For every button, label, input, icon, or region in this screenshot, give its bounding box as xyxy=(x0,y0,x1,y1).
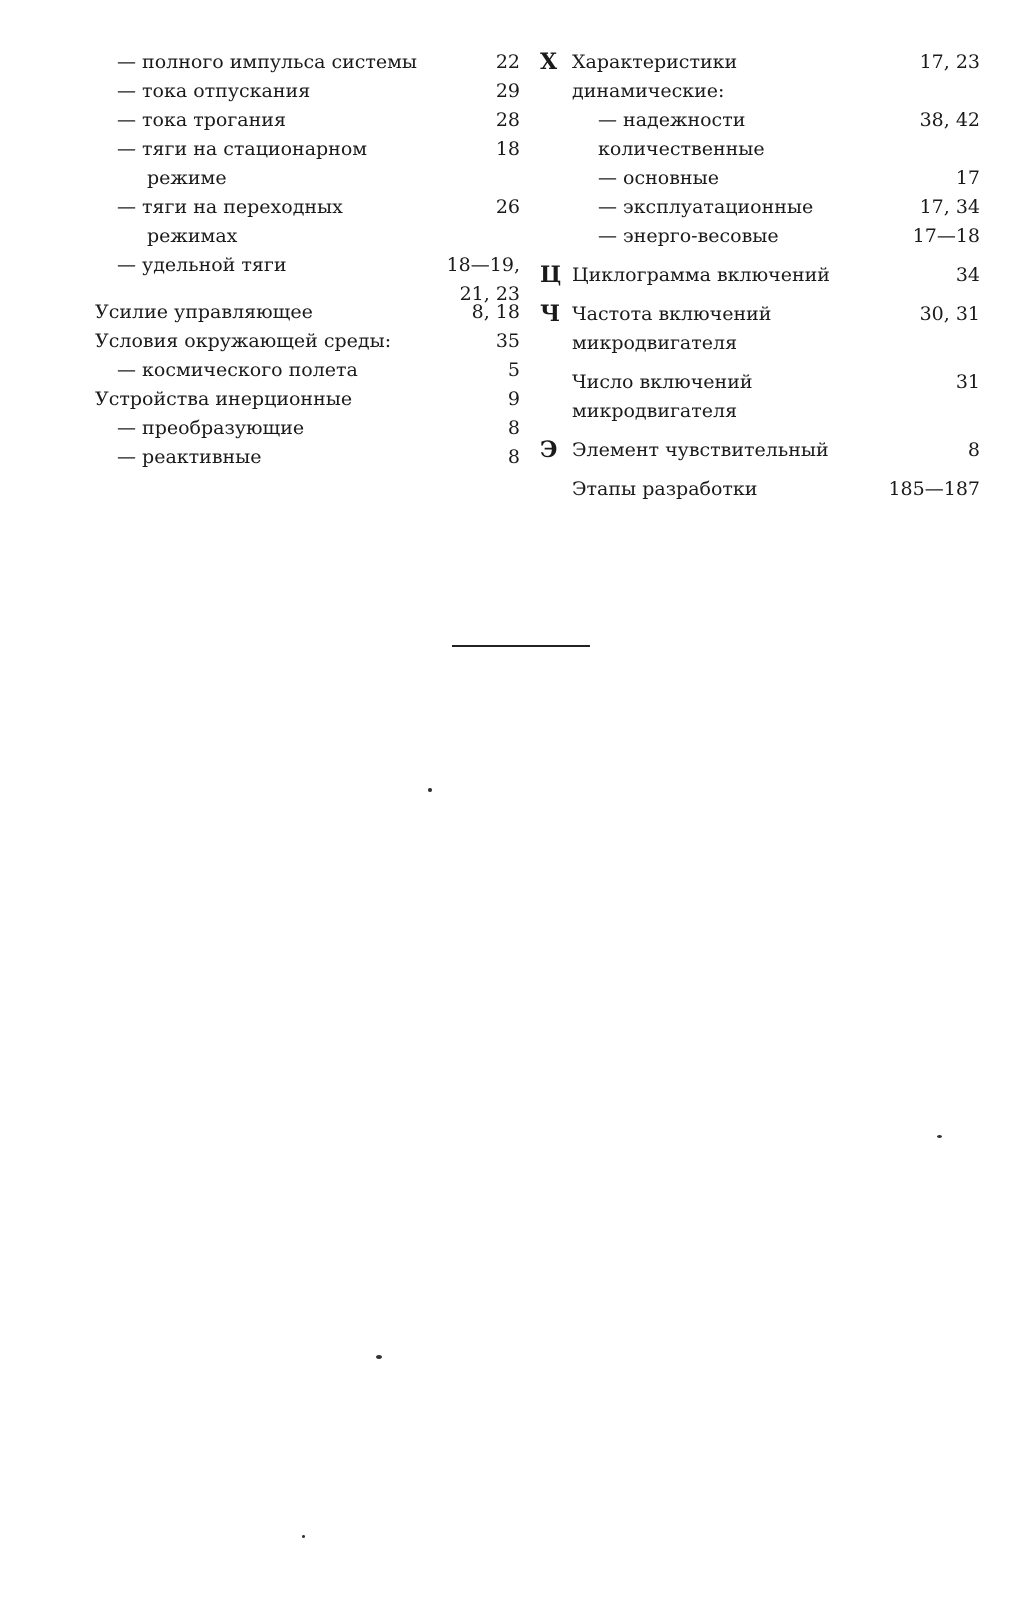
section-letter: Э xyxy=(540,437,558,463)
index-page-numbers: 185—187 xyxy=(888,478,980,500)
index-term: — реактивные xyxy=(117,446,262,468)
index-page-numbers: 35 xyxy=(495,330,520,352)
index-entry xyxy=(540,261,980,290)
index-column-left xyxy=(95,48,520,472)
index-entry xyxy=(540,48,980,106)
index-entry xyxy=(540,106,980,164)
index-term: Число включений микродвигателя xyxy=(572,371,753,422)
index-page-numbers: 8, 18 xyxy=(471,301,520,323)
section-gap xyxy=(540,290,980,300)
index-term: — удельной тяги xyxy=(117,254,287,276)
index-entry xyxy=(540,475,980,504)
section-gap xyxy=(540,465,980,475)
index-entry xyxy=(540,222,980,251)
index-term: — тяги на переходных режимах xyxy=(117,196,343,247)
print-speck xyxy=(376,1355,382,1359)
index-page-numbers: 17 xyxy=(955,167,980,189)
index-page-numbers: 17, 23 xyxy=(919,51,980,73)
index-entry xyxy=(95,48,520,77)
index-term: Частота включений микродвигателя xyxy=(572,303,772,354)
index-entry xyxy=(95,298,520,327)
index-entry xyxy=(540,368,980,426)
index-entry xyxy=(540,164,980,193)
index-term: Усилие управляющее xyxy=(95,301,313,323)
index-page-numbers: 28 xyxy=(495,109,520,131)
index-page-numbers: 30, 31 xyxy=(919,303,980,325)
index-page-numbers: 5 xyxy=(507,359,520,381)
index-term: Этапы разработки xyxy=(572,478,758,500)
section-gap xyxy=(540,358,980,368)
index-term: Устройства инерционные xyxy=(95,388,353,410)
index-entry xyxy=(540,436,980,465)
section-gap xyxy=(540,426,980,436)
index-term: Элемент чувствительный xyxy=(572,439,829,461)
index-term: Условия окружающей среды: xyxy=(95,330,392,352)
index-entry xyxy=(95,251,520,305)
index-entry xyxy=(95,193,520,251)
section-letter: Х xyxy=(540,49,558,75)
index-term: Характеристики динамические: xyxy=(572,51,738,102)
index-page-numbers: 8 xyxy=(967,439,980,461)
index-page-numbers: 18 xyxy=(495,138,520,160)
index-page-numbers: 34 xyxy=(955,264,980,286)
index-page-numbers: 31 xyxy=(955,371,980,393)
index-page-numbers: 9 xyxy=(507,388,520,410)
index-page-numbers: 17—18 xyxy=(912,225,980,247)
index-entry xyxy=(540,300,980,358)
index-page-numbers: 17, 34 xyxy=(919,196,980,218)
index-page-numbers: 38, 42 xyxy=(919,109,980,131)
index-entry xyxy=(540,193,980,222)
index-entry xyxy=(95,356,520,385)
print-speck xyxy=(428,788,432,792)
index-entry xyxy=(95,77,520,106)
index-page-numbers: 26 xyxy=(495,196,520,218)
index-term: — тяги на стационарном режиме xyxy=(117,138,368,189)
print-speck xyxy=(937,1135,942,1138)
index-page-numbers: 22 xyxy=(495,51,520,73)
index-term: Циклограмма включений xyxy=(572,264,830,286)
index-term: — тока отпускания xyxy=(117,80,311,102)
index-column-right xyxy=(540,48,980,504)
index-term: — эксплуатационные xyxy=(598,196,814,218)
index-term: — полного импульса системы xyxy=(117,51,418,73)
index-page-numbers: 8 xyxy=(507,446,520,468)
index-term: — преобразующие xyxy=(117,417,305,439)
section-letter: Ц xyxy=(540,262,562,288)
index-entry xyxy=(95,385,520,414)
index-term: — космического полета xyxy=(117,359,358,381)
end-rule xyxy=(452,645,590,647)
index-page-numbers: 18—19, 21, 23 xyxy=(446,254,520,305)
index-term: — основные xyxy=(598,167,719,189)
index-entry xyxy=(95,414,520,443)
index-entry xyxy=(95,106,520,135)
index-entry xyxy=(95,443,520,472)
index-entry xyxy=(95,135,520,193)
print-speck xyxy=(302,1535,305,1538)
index-page-numbers: 8 xyxy=(507,417,520,439)
index-term: — энерго-весовые xyxy=(598,225,779,247)
section-gap xyxy=(540,251,980,261)
section-letter: Ч xyxy=(540,301,561,327)
index-page-numbers: 29 xyxy=(495,80,520,102)
index-entry xyxy=(95,327,520,356)
index-term: — тока трогания xyxy=(117,109,286,131)
index-term: — надежности количественные xyxy=(598,109,765,160)
